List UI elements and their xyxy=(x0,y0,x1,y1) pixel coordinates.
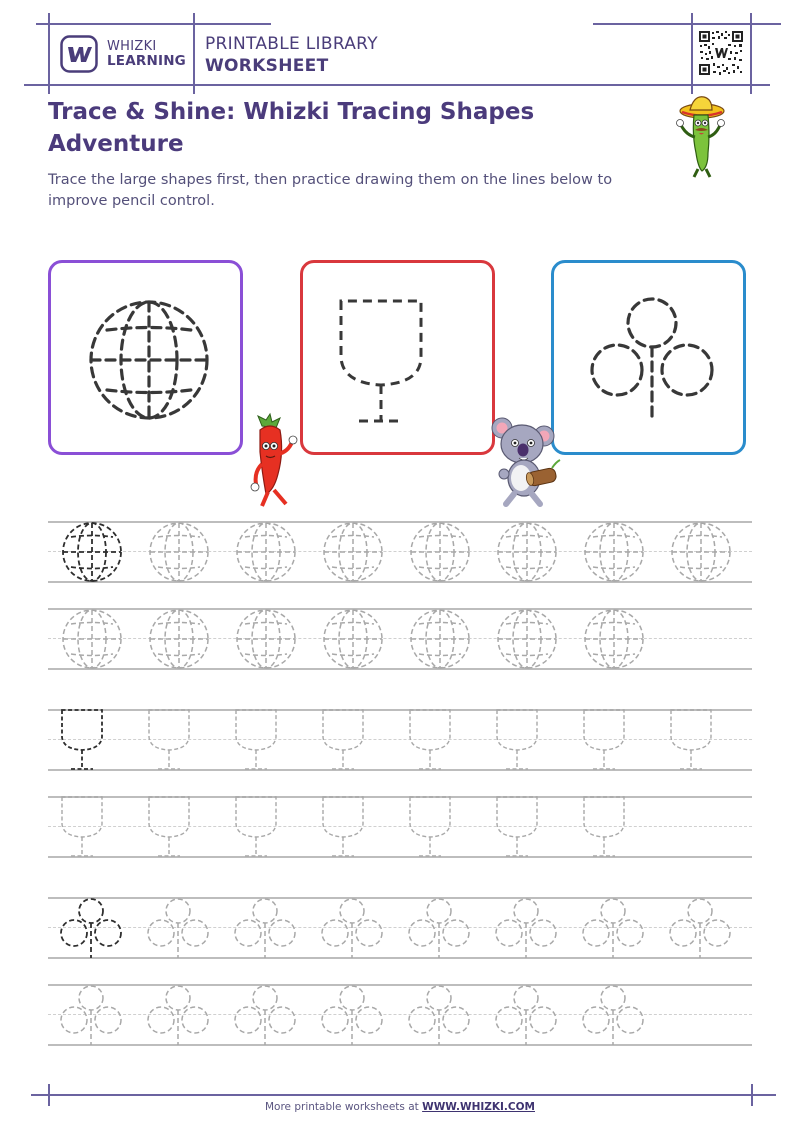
globe-trace-icon xyxy=(235,521,297,583)
club-trace-icon xyxy=(495,984,557,1046)
header-divider-2 xyxy=(193,13,195,94)
header-divider-3 xyxy=(691,13,693,94)
header-bottom-line xyxy=(24,84,770,86)
practice-row-globe-1 xyxy=(48,521,752,583)
shape-card-club xyxy=(551,260,746,455)
worksheet-label: WORKSHEET xyxy=(205,56,329,76)
club-trace-icon xyxy=(321,984,383,1046)
brand-name-line1: WHIZKI xyxy=(107,39,157,54)
wine-glass-trace-icon xyxy=(486,709,548,771)
globe-trace-icon xyxy=(148,608,210,670)
club-trace-icon xyxy=(582,897,644,959)
club-trace-icon xyxy=(408,897,470,959)
footer-website-link[interactable]: WWW.WHIZKI.COM xyxy=(422,1101,535,1113)
practice-row-club-2 xyxy=(48,984,752,1046)
club-trace-icon xyxy=(234,897,296,959)
header-top-line-right xyxy=(593,23,781,25)
practice-row-globe-2 xyxy=(48,608,752,670)
wine-glass-trace-dark-icon xyxy=(51,709,113,771)
club-trace-icon xyxy=(60,984,122,1046)
practice-row-club-1 xyxy=(48,897,752,959)
club-trace-icon xyxy=(495,897,557,959)
footer-line xyxy=(31,1094,776,1096)
globe-trace-icon xyxy=(409,608,471,670)
club-trace-icon xyxy=(147,897,209,959)
red-pepper-mascot xyxy=(240,412,306,508)
header-top-line-left xyxy=(36,23,271,25)
club-trace-icon xyxy=(147,984,209,1046)
club-trace-icon xyxy=(234,984,296,1046)
globe-trace-icon xyxy=(496,608,558,670)
brand-name-line2: LEARNING xyxy=(107,53,186,69)
header-divider-1 xyxy=(48,13,50,94)
wine-glass-trace-icon xyxy=(225,709,287,771)
shape-card-wine-glass xyxy=(300,260,495,455)
practice-row-glass-1 xyxy=(48,709,752,771)
globe-trace-dark-icon xyxy=(61,521,123,583)
club-trace-icon xyxy=(321,897,383,959)
wine-glass-trace-icon xyxy=(51,796,113,858)
globe-trace-icon xyxy=(235,608,297,670)
globe-trace-icon xyxy=(583,608,645,670)
wine-glass-trace-icon xyxy=(573,796,635,858)
wine-glass-trace-icon xyxy=(312,709,374,771)
wine-glass-trace-icon xyxy=(312,796,374,858)
club-trace-icon xyxy=(408,984,470,1046)
globe-trace-icon xyxy=(496,521,558,583)
wine-glass-trace-icon xyxy=(138,709,200,771)
globe-trace-icon xyxy=(148,521,210,583)
club-trace-icon xyxy=(582,984,644,1046)
worksheet-title: Trace & Shine: Whizki Tracing Shapes Adventure xyxy=(48,99,535,157)
qr-code-icon[interactable] xyxy=(698,30,744,76)
practice-row-glass-2 xyxy=(48,796,752,858)
library-label: PRINTABLE LIBRARY xyxy=(205,34,378,54)
whizki-logo xyxy=(60,35,98,73)
club-trace-dark-icon xyxy=(60,897,122,959)
koala-mascot xyxy=(488,412,564,508)
footer xyxy=(0,1101,800,1113)
whizki-logo-icon xyxy=(60,35,98,73)
wine-glass-trace-icon xyxy=(399,796,461,858)
globe-trace-icon xyxy=(409,521,471,583)
shape-card-globe xyxy=(48,260,243,455)
wine-glass-trace-icon xyxy=(660,709,722,771)
worksheet-instructions: Trace the large shapes first, then practice drawing them on the lines below to improve pencil control. xyxy=(48,172,613,209)
globe-trace-icon xyxy=(322,608,384,670)
header-divider-4 xyxy=(750,13,752,94)
wine-glass-trace-icon xyxy=(399,709,461,771)
wine-glass-trace-icon xyxy=(303,263,498,458)
wine-glass-trace-icon xyxy=(486,796,548,858)
globe-trace-icon xyxy=(670,521,732,583)
globe-trace-icon xyxy=(322,521,384,583)
wine-glass-trace-icon xyxy=(138,796,200,858)
globe-trace-icon xyxy=(61,608,123,670)
club-trace-icon xyxy=(669,897,731,959)
wine-glass-trace-icon xyxy=(573,709,635,771)
globe-trace-icon xyxy=(583,521,645,583)
footer-text: More printable worksheets at xyxy=(264,1101,423,1113)
wine-glass-trace-icon xyxy=(225,796,287,858)
globe-trace-icon xyxy=(51,263,246,458)
chili-pepper-sombrero-mascot xyxy=(668,95,734,180)
club-trace-icon xyxy=(554,263,749,458)
